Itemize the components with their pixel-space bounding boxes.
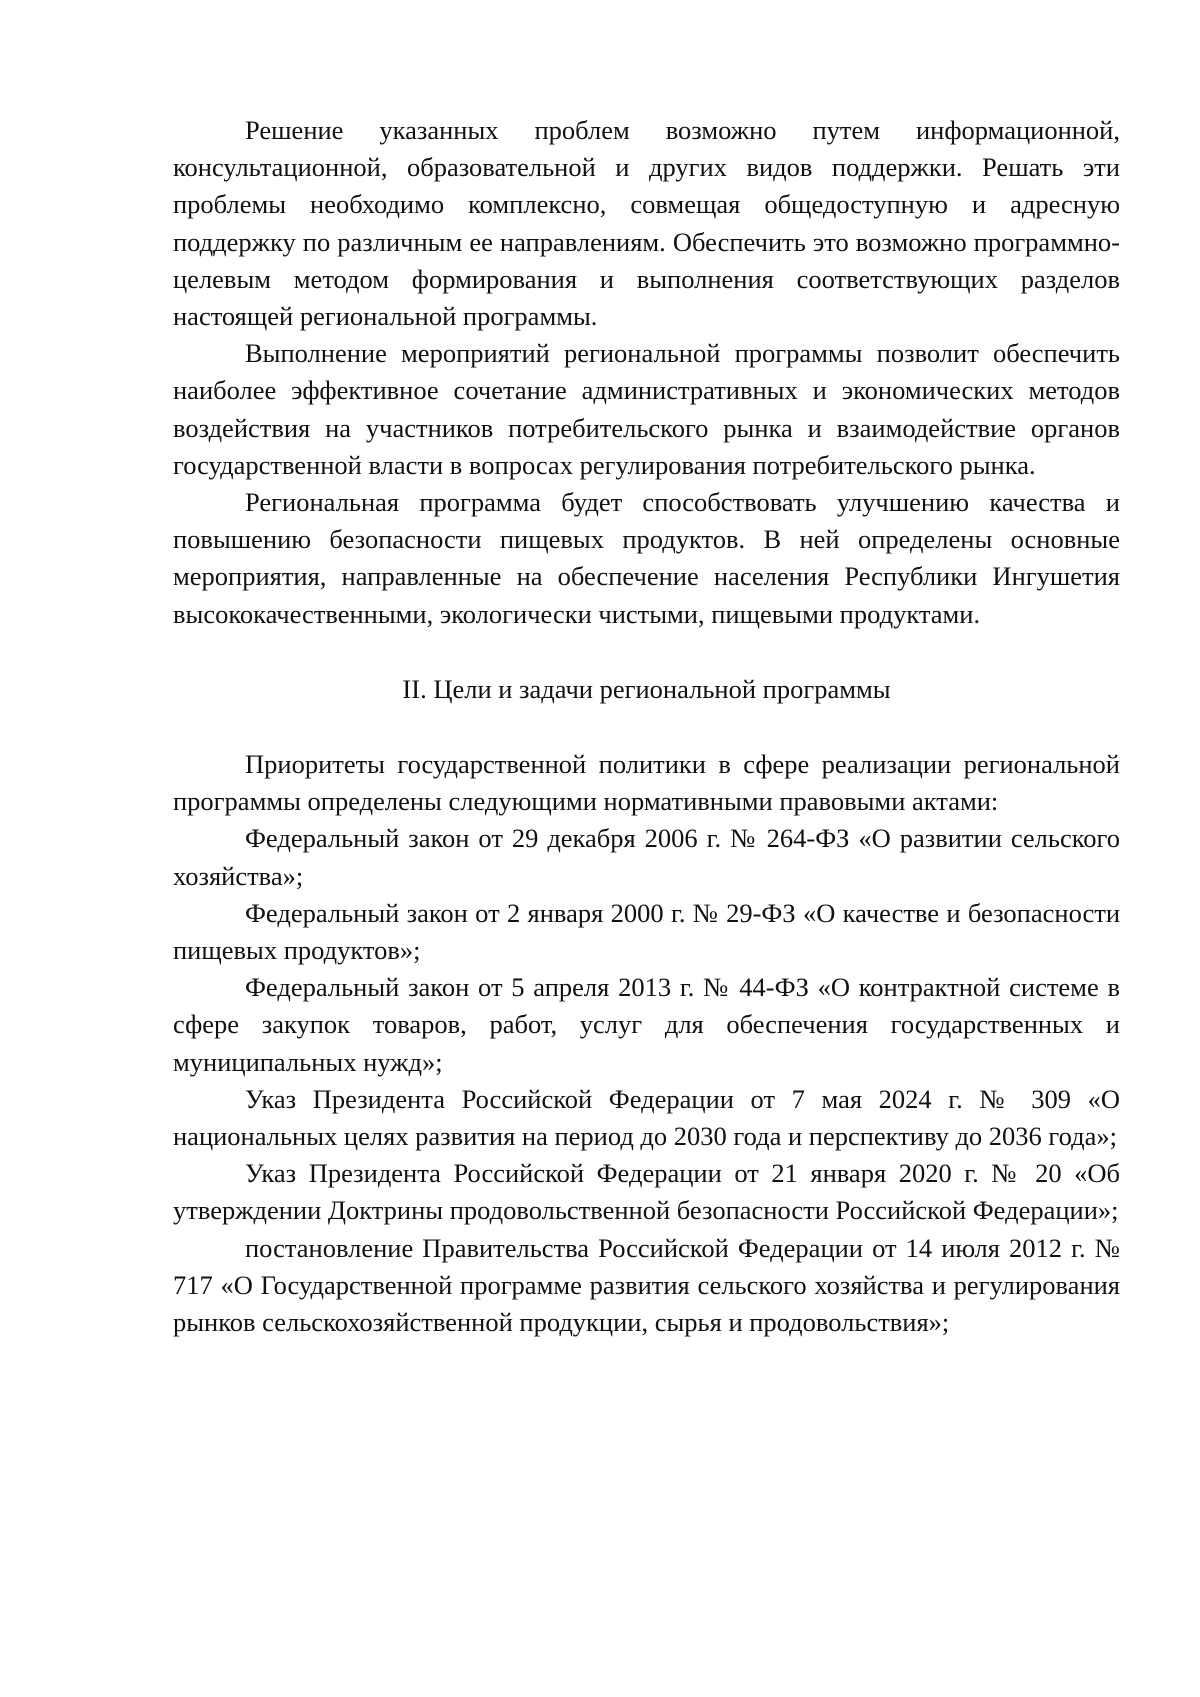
paragraph-food-quality: Региональная программа будет способствовать улучшению качества и повышению безопасности пищевых продуктов. В ней определены основные мероприятия, направленные на обеспечение населения Республики Ингушетия высококачественными, экологически чистыми, пищевыми продуктами. <box>173 487 1120 629</box>
list-item-law-44: Федеральный закон от 5 апреля 2013 г. № 44-ФЗ «О контрактной системе в сфере закупок товаров, работ, услуг для обеспечения государственных и муниципальных нужд»; <box>173 972 1120 1077</box>
paragraph-priorities: Приоритеты государственной политики в сфере реализации региональной программы определены следующими нормативными правовыми актами: <box>173 749 1120 817</box>
list-item-decree-309: Указ Президента Российской Федерации от 7 мая 2024 г. № 309 «О национальных целях развития на период до 2030 года и перспективу до 2036 года»; <box>173 1083 1120 1152</box>
list-item-decree-20: Указ Президента Российской Федерации от 21 января 2020 г. № 20 «Об утверждении Доктрины продовольственной безопасности Российской Федерации»; <box>173 1158 1120 1226</box>
list-item-resolution-717: постановление Правительства Российской Федерации от 14 июля 2012 г. № 717 «О Государственной программе развития сельского хозяйства и регулирования рынков сельскохозяйственной продукции, сырья и продовольствия»; <box>173 1232 1120 1338</box>
list-item-law-29: Федеральный закон от 2 января 2000 г. № 29-ФЗ «О качестве и безопасности пищевых продуктов»; <box>173 897 1120 966</box>
document-body <box>173 112 1120 1341</box>
list-item-law-264: Федеральный закон от 29 декабря 2006 г. № 264-ФЗ «О развитии сельского хозяйства»; <box>173 823 1120 891</box>
paragraph-program-effect: Выполнение мероприятий региональной программы позволит обеспечить наиболее эффективное сочетание административных и экономических методов воздействия на участников потребительского рынка и взаимодействие органов государственной власти в вопросах регулирования потребительского рынка. <box>173 338 1120 480</box>
section-heading: II. Цели и задачи региональной программы <box>402 673 891 704</box>
paragraph-problem-solution: Решение указанных проблем возможно путем информационной, консультационной, образовательной и других видов поддержки. Решать эти проблемы необходимо комплексно, совмещая общедоступную и адресную поддержку по различным ее направлениям. Обеспечить это возможно программно-целевым методом формирования и выполнения соответствующих разделов настоящей региональной программы. <box>173 115 1120 332</box>
